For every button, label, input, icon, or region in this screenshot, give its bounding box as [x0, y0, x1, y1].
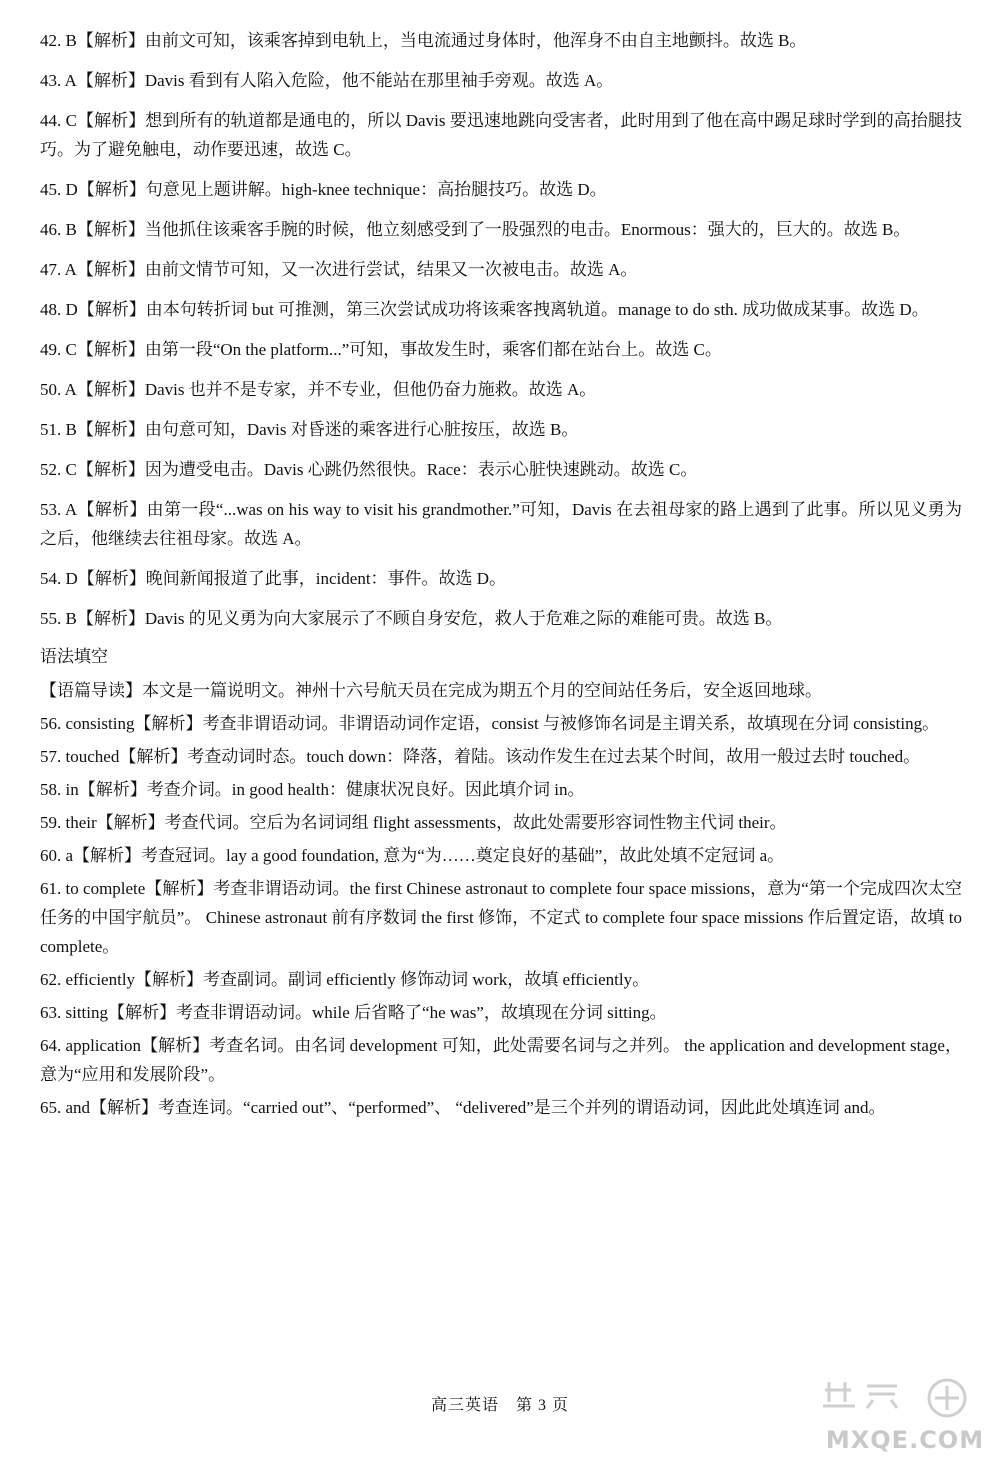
grammar-answer-item: 57. touched【解析】考查动词时态。touch down：降落，着陆。该动作发生在过去某个时间，故用一般过去时 touched。 — [40, 747, 921, 766]
grammar-answer-item: 65. and【解析】考查连词。“carried out”、“performed”、 “delivered”是三个并列的谓语动词，因此此处填连词 and。 — [40, 1098, 886, 1117]
grammar-answer-item: 56. consisting【解析】考查非谓语动词。非谓语动词作定语，consist 与被修饰名词是主谓关系，故填现在分词 consisting。 — [40, 714, 940, 733]
answer-item: 44. C【解析】想到所有的轨道都是通电的，所以 Davis 要迅速地跳向受害者，此时用到了他在高中踢足球时学到的高抬腿技巧。为了避免触电，动作要迅速，故选 C。 — [40, 111, 962, 159]
grammar-answer-item: 60. a【解析】考查冠词。lay a good foundation, 意为“为……奠定良好的基础”，故此处填不定冠词 a。 — [40, 846, 785, 865]
grammar-answer-item: 61. to complete【解析】考查非谓语动词。the first Chinese astronaut to complete four space missions，意为“第一个完成四次太空任务的中国宇航员”。 Chinese astronaut 前有序数词 the first 修饰，不定式 to complete four space missions 作后置定语，故填 to complete。 — [40, 879, 962, 956]
answer-item: 49. C【解析】由第一段“On the platform...”可知，事故发生时，乘客们都在站台上。故选 C。 — [40, 340, 722, 359]
answer-item: 48. D【解析】由本句转折词 but 可推测，第三次尝试成功将该乘客拽离轨道。manage to do sth. 成功做成某事。故选 D。 — [40, 300, 929, 319]
page-footer: 高三英语 第 3 页 — [430, 1397, 569, 1414]
answer-item: 52. C【解析】因为遭受电击。Davis 心跳仍然很快。Race：表示心脏快速跳动。故选 C。 — [40, 460, 698, 479]
answer-item: 54. D【解析】晚间新闻报道了此事，incident：事件。故选 D。 — [40, 569, 507, 588]
answer-key — [40, 26, 962, 1126]
answer-item: 55. B【解析】Davis 的见义勇为向大家展示了不顾自身安危，救人于危难之际的难能可贵。故选 B。 — [40, 609, 783, 628]
svg-text:MXQE.COM: MXQE.COM — [825, 1426, 985, 1454]
answer-item: 43. A【解析】Davis 看到有人陷入危险，他不能站在那里袖手旁观。故选 A。 — [40, 71, 614, 90]
answer-item: 50. A【解析】Davis 也并不是专家，并不专业，但他仍奋力施救。故选 A。 — [40, 380, 597, 399]
grammar-answer-list — [40, 709, 962, 1122]
answer-item: 45. D【解析】句意见上题讲解。high-knee technique：高抬腿技巧。故选 D。 — [40, 180, 607, 199]
passage-intro: 【语篇导读】本文是一篇说明文。神州十六号航天员在完成为期五个月的空间站任务后，安全返回地球。 — [40, 681, 822, 700]
answer-item: 47. A【解析】由前文情节可知，又一次进行尝试，结果又一次被电击。故选 A。 — [40, 260, 638, 279]
section-heading: 语法填空 — [40, 647, 108, 666]
grammar-answer-item: 58. in【解析】考查介词。in good health：健康状况良好。因此填介词 in。 — [40, 780, 585, 799]
answer-item: 42. B【解析】由前文可知，该乘客掉到电轨上，当电流通过身体时，他浑身不由自主地颤抖。故选 B。 — [40, 31, 807, 50]
grammar-answer-item: 59. their【解析】考查代词。空后为名词词组 flight assessments，故此处需要形容词性物主代词 their。 — [40, 813, 787, 832]
answer-item: 51. B【解析】由句意可知，Davis 对昏迷的乘客进行心脏按压，故选 B。 — [40, 420, 579, 439]
watermark-logo-icon — [815, 1376, 995, 1458]
grammar-answer-item: 63. sitting【解析】考查非谓语动词。while 后省略了“he was”，故填现在分词 sitting。 — [40, 1003, 667, 1022]
grammar-answer-item: 62. efficiently【解析】考查副词。副词 efficiently 修饰动词 work，故填 efficiently。 — [40, 970, 650, 989]
answer-item: 53. A【解析】由第一段“...was on his way to visit his grandmother.”可知，Davis 在去祖母家的路上遇到了此事。所以见义勇为之后，他继续去往祖母家。故选 A。 — [40, 500, 962, 548]
reading-answer-list — [40, 26, 962, 633]
grammar-answer-item: 64. application【解析】考查名词。由名词 development 可知，此处需要名词与之并列。 the application and development stage，意为“应用和发展阶段”。 — [40, 1036, 962, 1084]
answer-item: 46. B【解析】当他抓住该乘客手腕的时候，他立刻感受到了一股强烈的电击。Enormous：强大的，巨大的。故选 B。 — [40, 220, 911, 239]
